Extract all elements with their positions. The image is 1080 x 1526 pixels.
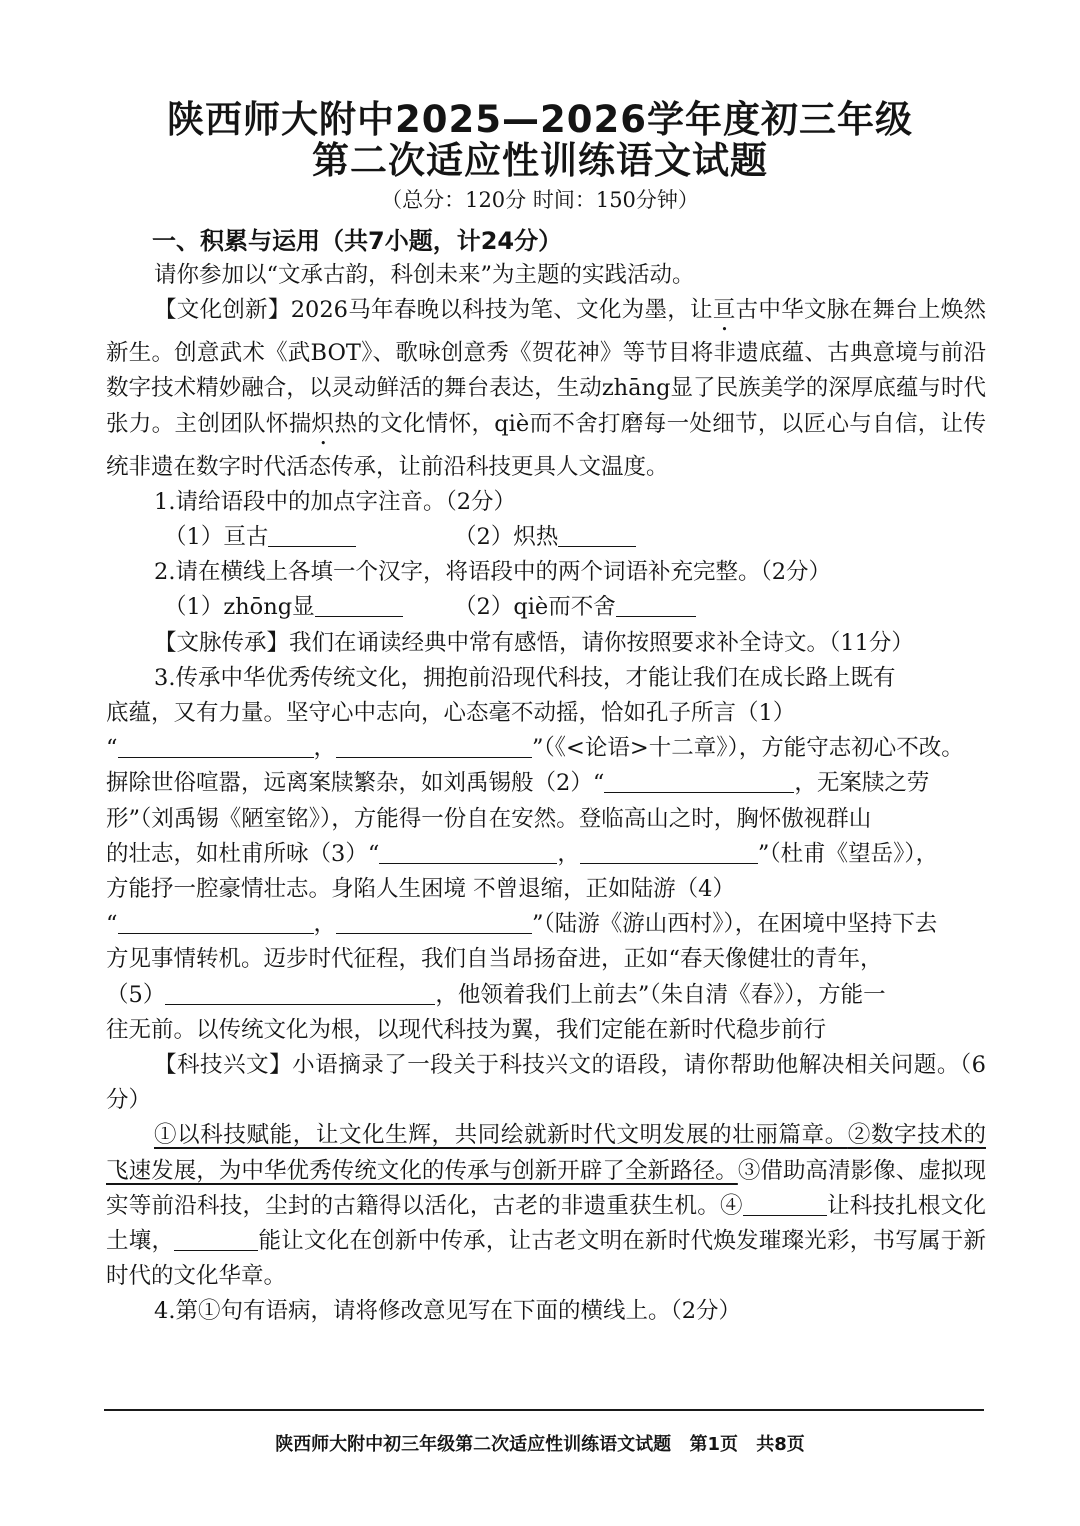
question-3-line: 的壮志，如杜甫所咏（3）“ ， ”（杜甫《望岳》）， bbox=[106, 840, 939, 867]
question-3-line: 底蕴，又有力量。坚守心中志向，心态毫不动摇，恰如孔子所言（1） bbox=[106, 700, 796, 727]
question-1-stem: 1.请给语段中的加点字注音。（2分） bbox=[154, 488, 517, 515]
sentence-3: ③借助高清影像、虚拟现实等前沿科技，尘封的古籍得以活化，古老的非遗重获生机。④ bbox=[106, 1157, 986, 1219]
exam-title-line2: 第二次适应性训练语文试题 bbox=[312, 139, 768, 182]
passage-tag: 【科技兴文】 bbox=[154, 1052, 293, 1079]
passage-culture-innovation: 【文化创新】2026马年春晚以科技为笔、文化为墨，让亘古中华文脉在舞台上焕然新生。创意武术《武BOT》、歌咏创意秀《贺花神》等节目将非遗底蕴、古典意境与前沿数字技术精妙融合，以灵动鲜活的舞台表达，生动zhāng显了民族美学的深厚底蕴与时代张力。主创团队怀揣炽热的文化情怀，qiè而不舍打磨每一处细节，以匠心与自信，让传统非遗在数字时代活态传承，让前沿科技更具人文温度。 bbox=[106, 297, 986, 480]
question-3-line: 3.传承中华优秀传统文化，拥抱前沿现代科技，才能让我们在成长路上既有 bbox=[154, 664, 896, 691]
question-3-line: 往无前。以传统文化为根，以现代科技为翼，我们定能在新时代稳步前行 bbox=[106, 1016, 827, 1043]
dotted-char: 亘 bbox=[712, 297, 736, 324]
answer-blank[interactable] bbox=[604, 770, 794, 794]
question-3-line: 形”（刘禹锡《陋室铭》），方能得一份自在安然。登临高山之时，胸怀傲视群山 bbox=[106, 805, 872, 832]
answer-blank[interactable] bbox=[616, 594, 696, 618]
sentence-2: ②数字技术的飞速发展，为中华优秀传统文化的传承与创新开辟了全新路径。 bbox=[106, 1122, 986, 1184]
answer-blank[interactable] bbox=[118, 911, 314, 935]
footer-title: 陕西师大附中初三年级第二次适应性训练语文试题 bbox=[275, 1434, 672, 1455]
question-3-line: “ ， ”（陆游《游山西村》），在困境中坚持下去 bbox=[106, 911, 938, 938]
answer-blank[interactable] bbox=[336, 911, 532, 935]
answer-blank[interactable] bbox=[580, 840, 758, 864]
question-4-stem: 4.第①句有语病，请将修改意见写在下面的横线上。（2分） bbox=[154, 1298, 742, 1325]
answer-blank[interactable] bbox=[336, 735, 532, 759]
section-heading: 一、积累与运用（共7小题，计24分） bbox=[152, 227, 563, 255]
question-3-line: 摒除世俗喧嚣，远离案牍繁杂，如刘禹锡般（2）“ ，无案牍之劳 bbox=[106, 770, 930, 797]
question-3-line: （5） ，他领着我们上前去”（朱自清《春》），方能一 bbox=[106, 981, 886, 1008]
answer-blank[interactable] bbox=[165, 981, 435, 1005]
answer-blank[interactable] bbox=[118, 735, 314, 759]
question-2-answers: （1）zhōng显 （2）qiè而不舍 bbox=[106, 590, 986, 625]
answer-blank[interactable] bbox=[558, 524, 636, 548]
tech-paragraph: ①以科技赋能，让文化生辉，共同绘就新时代文明发展的壮丽篇章。②数字技术的飞速发展，为中华优秀传统文化的传承与创新开辟了全新路径。③借助高清影像、虚拟现实等前沿科技，尘封的古籍得以活化，古老的非遗重获生机。④ 让科技扎根文化土壤， 能让文化在创新中传承，让古老文明在新时代焕发璀璨光彩，书写属于新时代的文化华章。 bbox=[106, 1122, 986, 1290]
footer-page-total: 共8页 bbox=[756, 1434, 805, 1455]
answer-blank[interactable] bbox=[743, 1192, 827, 1216]
dotted-char: 炽 bbox=[311, 410, 335, 437]
exam-body bbox=[106, 258, 986, 1330]
question-1-answers: （1）亘古 （2）炽热 bbox=[106, 520, 986, 555]
sentence-1: ①以科技赋能，让文化生辉，共同绘就新时代文明发展的壮丽篇章。 bbox=[154, 1122, 848, 1149]
question-3-line: 方见事情转机。迈步时代征程，我们自当昂扬奋进，正如“春天像健壮的青年， bbox=[106, 946, 883, 973]
answer-blank[interactable] bbox=[315, 594, 403, 618]
page-footer bbox=[0, 1430, 1080, 1456]
answer-blank[interactable] bbox=[379, 840, 557, 864]
question-2-stem: 2.请在横线上各填一个汉字，将语段中的两个词语补充完整。（2分） bbox=[154, 559, 832, 586]
passage-tag: 【文脉传承】 bbox=[154, 629, 290, 656]
activity-intro: 请你参加以“文承古韵，科创未来”为主题的实践活动。 bbox=[154, 262, 695, 288]
passage-tag: 【文化创新】 bbox=[154, 297, 291, 324]
footer-page-number: 第1页 bbox=[689, 1434, 738, 1455]
answer-blank[interactable] bbox=[174, 1228, 258, 1252]
exam-title-line1: 陕西师大附中2025—2026学年度初三年级 bbox=[167, 98, 913, 141]
answer-blank[interactable] bbox=[268, 524, 356, 548]
passage-heritage: 【文脉传承】我们在诵读经典中常有感悟，请你按照要求补全诗文。（11分） bbox=[154, 629, 914, 656]
question-3-line: 方能抒一腔豪情壮志。身陷人生困境 不曾退缩，正如陆游（4） bbox=[106, 876, 735, 903]
exam-meta: （总分：120分 时间：150分钟） bbox=[381, 188, 699, 212]
passage-tech: 【科技兴文】小语摘录了一段关于科技兴文的语段，请你帮助他解决相关问题。（6分） bbox=[106, 1052, 986, 1114]
question-3-line: “ ， ”（《<论语>十二章》），方能守志初心不改。 bbox=[106, 735, 964, 762]
footer-divider bbox=[104, 1409, 984, 1411]
